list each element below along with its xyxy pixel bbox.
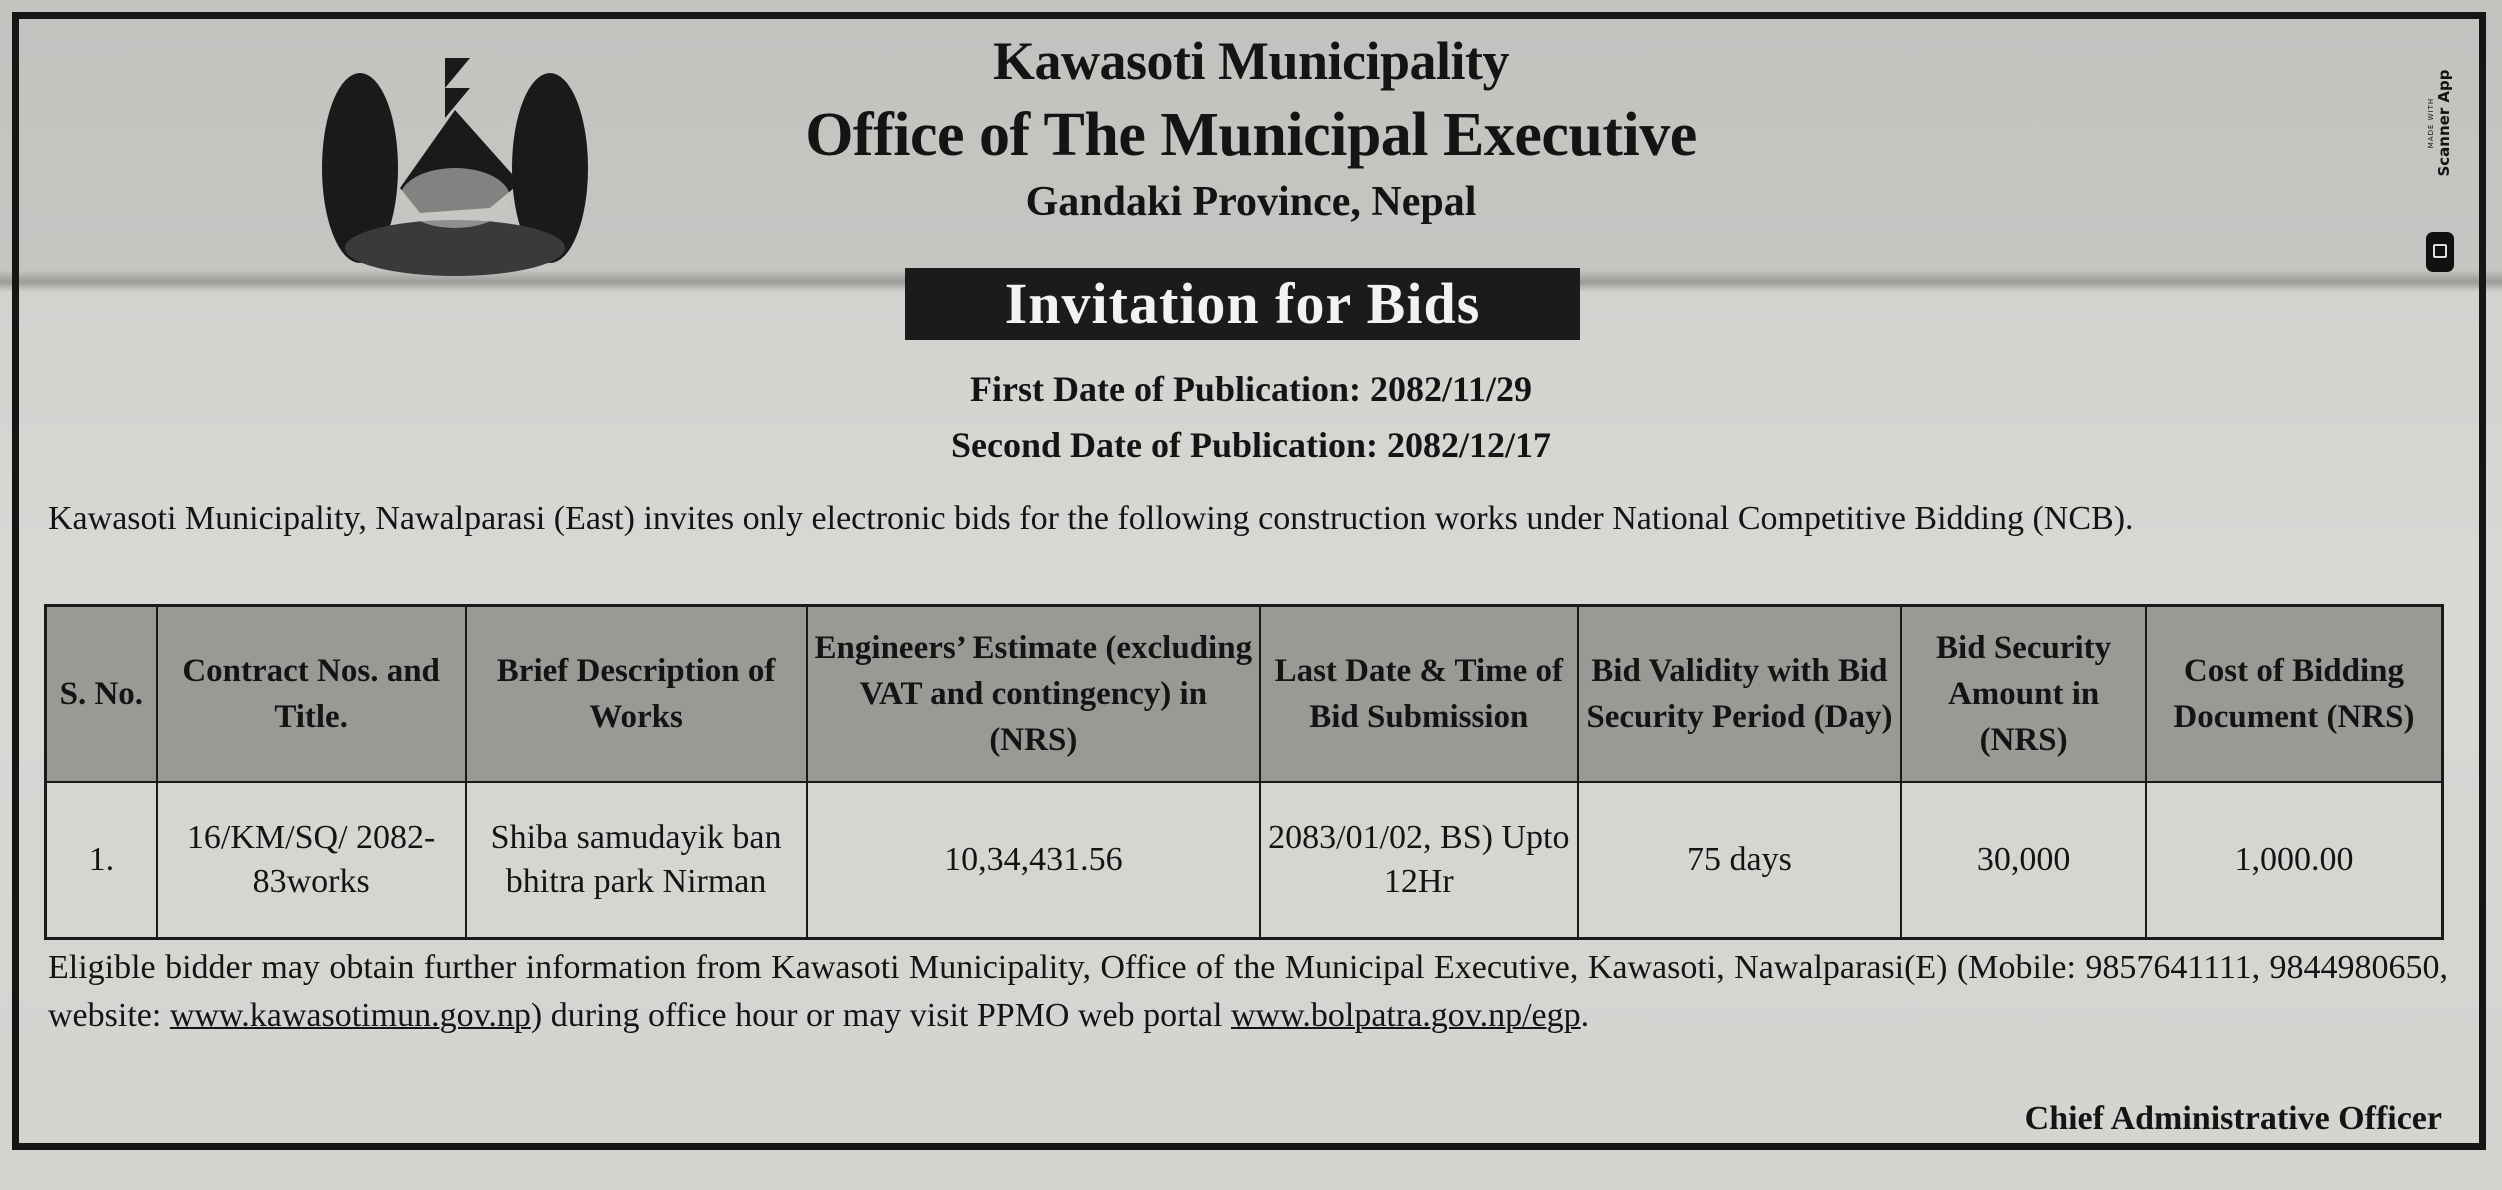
bids-table (44, 604, 2444, 940)
col-header-estimate: Engineers’ Estimate (excluding VAT and contingency) in (NRS) (807, 606, 1260, 783)
footer-text-2: ) during office hour or may visit PPMO web portal (530, 997, 1231, 1034)
col-header-doc-cost: Cost of Bidding Document (NRS) (2146, 606, 2443, 783)
municipality-name: Kawasoti Municipality (992, 31, 1510, 91)
watermark-brand-text: Scanner App (2435, 69, 2453, 177)
col-header-contract: Contract Nos. and Title. (157, 606, 466, 783)
table-header-row (46, 606, 2443, 783)
footer-paragraph (48, 944, 2448, 1040)
table-row (46, 782, 2443, 939)
scanner-app-icon (2426, 232, 2454, 272)
office-name: Office of The Municipal Executive (805, 101, 1697, 169)
signatory-title: Chief Administrative Officer (2024, 1100, 2442, 1137)
cell-last-date: 2083/01/02, BS) Upto 12Hr (1260, 782, 1578, 939)
watermark-text (2427, 63, 2453, 183)
intro-paragraph: Kawasoti Municipality, Nawalparasi (East) invites only electronic bids for the following construction works under National Competitive Bidding (NCB). (48, 500, 2134, 537)
cell-security: 30,000 (1901, 782, 2146, 939)
cell-contract: 16/KM/SQ/ 2082-83works (157, 782, 466, 939)
col-header-description: Brief Description of Works (466, 606, 807, 783)
col-header-last-date: Last Date & Time of Bid Submission (1260, 606, 1578, 783)
cell-sno: 1. (46, 782, 157, 939)
footer-text-1: Eligible bidder may obtain further information from Kawasoti Municipality, Office of the Municipal Executive, Kawasoti, Nawalparasi(E) (Mobile: 9857641111, 9844980650, website: (48, 949, 2448, 1034)
watermark-small-text: MADE WITH (2427, 97, 2435, 149)
cell-description: Shiba samudayik ban bhitra park Nirman (466, 782, 807, 939)
bolpatra-portal-link[interactable]: www.bolpatra.gov.np/egp (1230, 997, 1581, 1034)
cell-doc-cost: 1,000.00 (2146, 782, 2443, 939)
province-name: Gandaki Province, Nepal (1025, 179, 1477, 225)
cell-validity: 75 days (1578, 782, 1902, 939)
scanner-watermark (2420, 70, 2460, 220)
notice-title: Invitation for Bids (905, 268, 1580, 340)
footer-text-3: . (1580, 997, 1590, 1034)
cell-estimate: 10,34,431.56 (807, 782, 1260, 939)
col-header-security: Bid Security Amount in (NRS) (1901, 606, 2146, 783)
municipality-website-link[interactable]: www.kawasotimun.gov.np (169, 997, 531, 1034)
second-publication-date: Second Date of Publication: 2082/12/17 (951, 425, 1551, 465)
col-header-sno: S. No. (46, 606, 157, 783)
first-publication-date: First Date of Publication: 2082/11/29 (970, 369, 1532, 409)
col-header-validity: Bid Validity with Bid Security Period (Day) (1578, 606, 1902, 783)
